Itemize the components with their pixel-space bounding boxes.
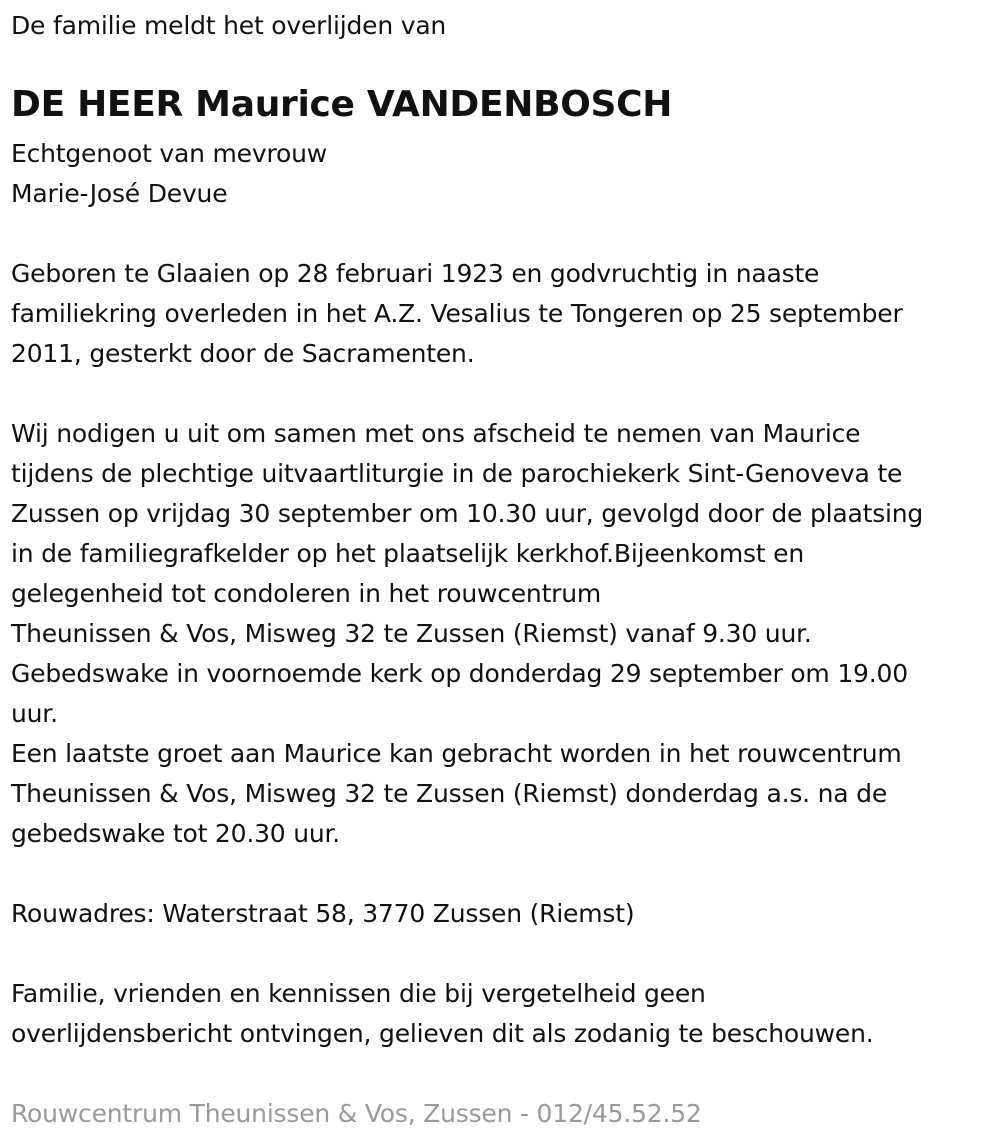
paragraph-line: gebedswake tot 20.30 uur. bbox=[11, 819, 341, 848]
paragraph-line: Geboren te Glaaien op 28 februari 1923 en godvruchtig in naaste bbox=[11, 259, 820, 288]
paragraph-line: overlijdensbericht ontvingen, gelieven dit als zodanig te beschouwen. bbox=[11, 1019, 874, 1048]
paragraph-line: Theunissen & Vos, Misweg 32 te Zussen (Riemst) vanaf 9.30 uur. bbox=[11, 619, 812, 648]
paragraph-line: tijdens de plechtige uitvaartliturgie in de parochiekerk Sint-Genoveva te bbox=[11, 459, 903, 488]
deceased-name: DE HEER Maurice VANDENBOSCH bbox=[11, 84, 673, 125]
paragraph-line: 2011, gesterkt door de Sacramenten. bbox=[11, 339, 475, 368]
paragraph-line: Gebedswake in voornoemde kerk op donderdag 29 september om 19.00 bbox=[11, 659, 908, 688]
spouse-line: Marie-José Devue bbox=[11, 179, 228, 208]
paragraph-line: in de familiegrafkelder op het plaatselijk kerkhof.Bijeenkomst en bbox=[11, 539, 804, 568]
paragraph-line: Een laatste groet aan Maurice kan gebracht worden in het rouwcentrum bbox=[11, 739, 902, 768]
paragraph-line: uur. bbox=[11, 699, 58, 728]
birth-death-paragraph bbox=[11, 254, 903, 374]
paragraph-line: Theunissen & Vos, Misweg 32 te Zussen (Riemst) donderdag a.s. na de bbox=[11, 779, 888, 808]
funeral-home-footer: Rouwcentrum Theunissen & Vos, Zussen - 012/45.52.52 bbox=[11, 1099, 702, 1128]
paragraph-line: familiekring overleden in het A.Z. Vesalius te Tongeren op 25 september bbox=[11, 299, 903, 328]
mourning-address: Rouwadres: Waterstraat 58, 3770 Zussen (Riemst) bbox=[11, 899, 635, 928]
spouse-block bbox=[11, 134, 327, 214]
funeral-invitation-paragraph bbox=[11, 414, 923, 854]
notice-paragraph bbox=[11, 974, 874, 1054]
paragraph-line: Zussen op vrijdag 30 september om 10.30 uur, gevolgd door de plaatsing bbox=[11, 499, 924, 528]
intro-text: De familie meldt het overlijden van bbox=[11, 11, 447, 40]
paragraph-line: gelegenheid tot condoleren in het rouwcentrum bbox=[11, 579, 602, 608]
spouse-line: Echtgenoot van mevrouw bbox=[11, 139, 327, 168]
paragraph-line: Familie, vrienden en kennissen die bij vergetelheid geen bbox=[11, 979, 706, 1008]
paragraph-line: Wij nodigen u uit om samen met ons afscheid te nemen van Maurice bbox=[11, 419, 861, 448]
